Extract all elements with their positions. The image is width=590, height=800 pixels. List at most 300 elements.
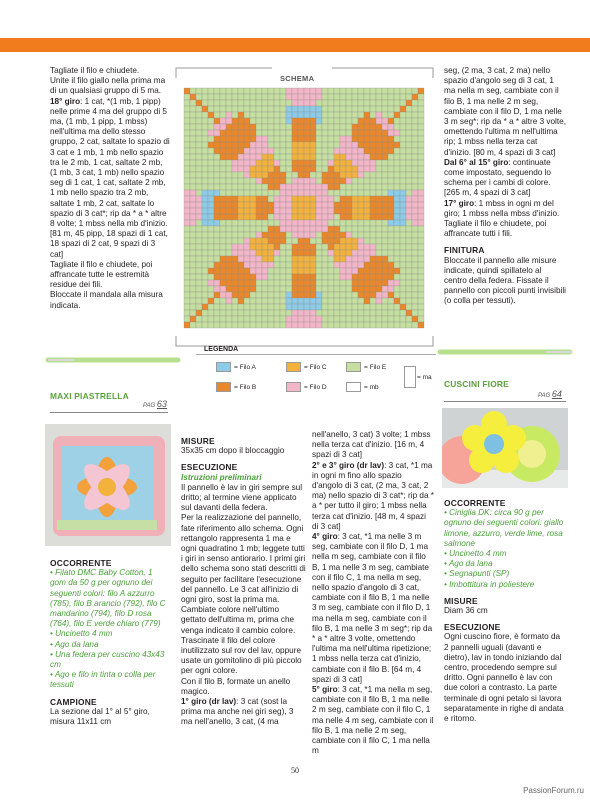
schema-cell bbox=[376, 154, 382, 160]
schema-cell bbox=[418, 142, 424, 148]
schema-cell bbox=[418, 130, 424, 136]
schema-cell bbox=[346, 292, 352, 298]
schema-cell bbox=[346, 184, 352, 190]
schema-cell bbox=[388, 280, 394, 286]
schema-cell bbox=[382, 190, 388, 196]
schema-cell bbox=[184, 274, 190, 280]
schema-cell bbox=[406, 178, 412, 184]
schema-cell bbox=[418, 94, 424, 100]
schema-cell bbox=[238, 94, 244, 100]
schema-cell bbox=[304, 208, 310, 214]
schema-cell bbox=[358, 106, 364, 112]
schema-cell bbox=[256, 316, 262, 322]
schema-cell bbox=[364, 184, 370, 190]
schema-cell bbox=[274, 124, 280, 130]
schema-cell bbox=[256, 286, 262, 292]
schema-cell bbox=[190, 88, 196, 94]
schema-cell bbox=[232, 244, 238, 250]
schema-cell bbox=[232, 142, 238, 148]
schema-cell bbox=[256, 268, 262, 274]
schema-cell bbox=[208, 154, 214, 160]
schema-cell bbox=[196, 322, 202, 328]
schema-cell bbox=[304, 268, 310, 274]
schema-cell bbox=[292, 160, 298, 166]
schema-cell bbox=[196, 238, 202, 244]
schema-cell bbox=[268, 316, 274, 322]
schema-cell bbox=[394, 262, 400, 268]
schema-cell bbox=[364, 256, 370, 262]
schema-cell bbox=[268, 184, 274, 190]
schema-cell bbox=[256, 148, 262, 154]
schema-cell bbox=[298, 112, 304, 118]
schema-cell bbox=[256, 154, 262, 160]
schema-cell bbox=[262, 262, 268, 268]
schema-cell bbox=[184, 322, 190, 328]
schema-cell bbox=[298, 106, 304, 112]
schema-cell bbox=[334, 214, 340, 220]
schema-cell bbox=[184, 148, 190, 154]
watermark: PassionForum.ru bbox=[523, 786, 584, 795]
schema-cell bbox=[382, 100, 388, 106]
schema-cell bbox=[310, 184, 316, 190]
schema-cell bbox=[418, 232, 424, 238]
schema-cell bbox=[196, 286, 202, 292]
schema-cell bbox=[322, 142, 328, 148]
schema-cell bbox=[256, 250, 262, 256]
schema-cell bbox=[310, 130, 316, 136]
schema-cell bbox=[262, 202, 268, 208]
schema-cell bbox=[280, 274, 286, 280]
schema-cell bbox=[376, 256, 382, 262]
schema-cell bbox=[214, 178, 220, 184]
occorrente-item: • Ago da lana bbox=[444, 559, 493, 569]
occorrente-item: • Imbottitura in poliestere bbox=[444, 579, 535, 589]
schema-cell bbox=[232, 286, 238, 292]
schema-cell bbox=[274, 118, 280, 124]
schema-cell bbox=[394, 286, 400, 292]
schema-cell bbox=[400, 214, 406, 220]
schema-cell bbox=[202, 112, 208, 118]
schema-cell bbox=[412, 118, 418, 124]
schema-cell bbox=[238, 226, 244, 232]
schema-cell bbox=[208, 244, 214, 250]
schema-cell bbox=[406, 304, 412, 310]
schema-cell bbox=[268, 286, 274, 292]
section-title-cuscini-fiore: CUSCINI FIORE bbox=[444, 379, 509, 389]
schema-cell bbox=[256, 262, 262, 268]
schema-cell bbox=[268, 208, 274, 214]
schema-cell bbox=[376, 100, 382, 106]
schema-cell bbox=[322, 148, 328, 154]
schema-cell bbox=[202, 280, 208, 286]
schema-cell bbox=[190, 208, 196, 214]
schema-cell bbox=[208, 220, 214, 226]
schema-cell bbox=[304, 238, 310, 244]
schema-cell bbox=[400, 262, 406, 268]
schema-cell bbox=[322, 220, 328, 226]
schema-cell bbox=[298, 268, 304, 274]
schema-cell bbox=[310, 316, 316, 322]
text-a: nell'anello, 3 cat) 3 volte; 1 mbss nella terza cat d'inizio. [16 m, 4 spazi di 3 cat] bbox=[312, 430, 431, 460]
schema-cell bbox=[412, 280, 418, 286]
schema-cell bbox=[268, 220, 274, 226]
schema-cell bbox=[310, 142, 316, 148]
schema-cell bbox=[244, 112, 250, 118]
schema-cell bbox=[406, 190, 412, 196]
schema-cell bbox=[358, 196, 364, 202]
schema-cell bbox=[214, 136, 220, 142]
schema-cell bbox=[370, 268, 376, 274]
schema-cell bbox=[328, 268, 334, 274]
schema-cell bbox=[286, 280, 292, 286]
schema-cell bbox=[232, 196, 238, 202]
schema-cell bbox=[226, 220, 232, 226]
schema-cell bbox=[244, 322, 250, 328]
schema-cell bbox=[406, 106, 412, 112]
schema-cell bbox=[256, 184, 262, 190]
schema-cell bbox=[280, 142, 286, 148]
schema-cell bbox=[184, 310, 190, 316]
schema-cell bbox=[286, 136, 292, 142]
schema-cell bbox=[232, 310, 238, 316]
schema-cell bbox=[322, 124, 328, 130]
schema-cell bbox=[226, 226, 232, 232]
schema-cell bbox=[310, 100, 316, 106]
schema-cell bbox=[202, 316, 208, 322]
schema-cell bbox=[370, 250, 376, 256]
schema-cell bbox=[226, 106, 232, 112]
schema-cell bbox=[298, 304, 304, 310]
schema-cell bbox=[334, 262, 340, 268]
schema-cell bbox=[388, 286, 394, 292]
schema-cell bbox=[376, 214, 382, 220]
schema-cell bbox=[244, 154, 250, 160]
schema-cell bbox=[412, 322, 418, 328]
esecuzione-text-2: Per la realizzazione del pannello, fate riferimento allo schema. Ogni rettangolo rappresenta 1 ma e ogni quadratino 1 mb; leggete tutti i giri in senso antiorario. I primi giri dello schema sono stati descritti di seguito per facilitare l'esecuzione del pannello. Le 3 cat all'inizio di ogni giro, sost la prima ma. Cambiate colore nell'ultimo gettato dell'ultima m, prima che venga indicato il cambio colore. Trascinate il filo del colore inutilizzato sul rov del lav, oppure usate un gomitolino di più piccolo per ogni colore. bbox=[181, 513, 306, 676]
schema-cell bbox=[334, 94, 340, 100]
schema-cell bbox=[196, 274, 202, 280]
schema-cell bbox=[286, 292, 292, 298]
schema-cell bbox=[388, 100, 394, 106]
schema-cell bbox=[202, 226, 208, 232]
schema-cell bbox=[412, 226, 418, 232]
schema-cell bbox=[220, 154, 226, 160]
schema-cell bbox=[418, 316, 424, 322]
schema-cell bbox=[346, 94, 352, 100]
schema-cell bbox=[400, 304, 406, 310]
schema-cell bbox=[382, 136, 388, 142]
schema-cell bbox=[334, 124, 340, 130]
schema-cell bbox=[256, 238, 262, 244]
schema-cell bbox=[184, 184, 190, 190]
schema-cell bbox=[208, 262, 214, 268]
schema-cell bbox=[340, 172, 346, 178]
schema-cell bbox=[370, 214, 376, 220]
schema-cell bbox=[352, 304, 358, 310]
schema-cell bbox=[394, 136, 400, 142]
giro-text: : 1 cat, *(1 mb, 1 pipp) nelle prime 4 ma del gruppo di 5 ma, (1 mb, 1 pipp, 1 mbss) nell'ultima ma dello stesso gruppo, 2 cat, saltate lo spazio di 3 cat e 1 mb, 1 mb nello spazio tra le 2 mb, 1 cat, saltate 2 mb, (1 mb, 3 cat, 1 mb) nello spazio seg di 1 cat, 1 cat, saltate 2 mb, 1 mb nello spazio tra 2 mb, saltate 1 mb, 2 cat, saltate lo spazio di 3 cat*; rip da * a * altre 8 volte; 1 mbss nella mb d'inizio. [81 m, 45 pipp, 18 spazi di 1 cat, 18 spazi di 2 cat, 9 spazi di 3 cat] bbox=[50, 96, 170, 259]
schema-cell bbox=[376, 310, 382, 316]
schema-cell bbox=[250, 256, 256, 262]
schema-cell bbox=[232, 106, 238, 112]
schema-cell bbox=[322, 274, 328, 280]
schema-cell bbox=[376, 244, 382, 250]
schema-cell bbox=[358, 136, 364, 142]
schema-cell bbox=[376, 196, 382, 202]
legend-title: LEGENDA bbox=[204, 346, 239, 353]
schema-cell bbox=[412, 274, 418, 280]
occorrente-item: • Ago e filo in tinta o colla per tessuti bbox=[50, 670, 156, 690]
schema-cell bbox=[370, 106, 376, 112]
schema-cell bbox=[292, 130, 298, 136]
schema-cell bbox=[214, 220, 220, 226]
schema-cell bbox=[292, 94, 298, 100]
schema-cell bbox=[238, 148, 244, 154]
schema-cell bbox=[304, 292, 310, 298]
schema-cell bbox=[190, 106, 196, 112]
schema-cell bbox=[370, 160, 376, 166]
schema-cell bbox=[364, 298, 370, 304]
schema-cell bbox=[292, 214, 298, 220]
misure-text: Diam 36 cm bbox=[444, 606, 488, 616]
schema-cell bbox=[316, 148, 322, 154]
schema-cell bbox=[382, 226, 388, 232]
schema-cell bbox=[232, 298, 238, 304]
schema-cell bbox=[310, 202, 316, 208]
schema-cell bbox=[334, 304, 340, 310]
schema-cell bbox=[190, 190, 196, 196]
schema-cell bbox=[268, 172, 274, 178]
schema-cell bbox=[286, 118, 292, 124]
schema-cell bbox=[334, 208, 340, 214]
schema-cell bbox=[250, 202, 256, 208]
schema-cell bbox=[292, 202, 298, 208]
schema-cell bbox=[256, 172, 262, 178]
schema-cell bbox=[238, 190, 244, 196]
schema-cell bbox=[334, 238, 340, 244]
schema-cell bbox=[334, 142, 340, 148]
schema-cell bbox=[202, 172, 208, 178]
schema-cell bbox=[334, 202, 340, 208]
schema-cell bbox=[238, 136, 244, 142]
schema-cell bbox=[346, 118, 352, 124]
schema-cell bbox=[280, 88, 286, 94]
schema-cell bbox=[340, 268, 346, 274]
schema-cell bbox=[370, 310, 376, 316]
schema-cell bbox=[214, 142, 220, 148]
schema-cell bbox=[394, 94, 400, 100]
schema-cell bbox=[268, 100, 274, 106]
esecuzione-title: ESECUZIONE bbox=[444, 622, 501, 633]
schema-cell bbox=[400, 160, 406, 166]
schema-cell bbox=[232, 154, 238, 160]
schema-cell bbox=[328, 274, 334, 280]
schema-cell bbox=[382, 94, 388, 100]
schema-cell bbox=[334, 220, 340, 226]
schema-cell bbox=[256, 166, 262, 172]
schema-cell bbox=[328, 256, 334, 262]
schema-cell bbox=[292, 124, 298, 130]
schema-cell bbox=[334, 256, 340, 262]
schema-cell bbox=[196, 118, 202, 124]
schema-cell bbox=[268, 94, 274, 100]
schema-cell bbox=[226, 94, 232, 100]
schema-cell bbox=[256, 190, 262, 196]
schema-cell bbox=[346, 232, 352, 238]
schema-cell bbox=[274, 244, 280, 250]
schema-cell bbox=[412, 316, 418, 322]
schema-cell bbox=[346, 274, 352, 280]
schema-cell bbox=[184, 112, 190, 118]
schema-cell bbox=[382, 256, 388, 262]
schema-cell bbox=[292, 262, 298, 268]
esecuzione-text: Ogni cuscino fiore, è formato da 2 pannelli uguali (davanti e dietro), lav in tondo iniziando dal centro, procedendo sempre sul dritto. Ogni pannello è lav con due colori a contrasto. La parte terminale di ogni petalo si lavora separatamente in righe di andata e ritorno. bbox=[444, 632, 564, 724]
schema-cell bbox=[406, 286, 412, 292]
schema-cell bbox=[328, 262, 334, 268]
schema-cell bbox=[286, 124, 292, 130]
schema-cell bbox=[292, 148, 298, 154]
schema-cell bbox=[190, 214, 196, 220]
schema-cell bbox=[262, 226, 268, 232]
schema-cell bbox=[382, 160, 388, 166]
schema-cell bbox=[304, 184, 310, 190]
schema-cell bbox=[220, 208, 226, 214]
schema-cell bbox=[298, 262, 304, 268]
schema-cell bbox=[376, 262, 382, 268]
legend-ma-symbol bbox=[404, 366, 416, 388]
schema-cell bbox=[208, 304, 214, 310]
schema-cell bbox=[232, 160, 238, 166]
schema-cell bbox=[220, 94, 226, 100]
schema-cell bbox=[280, 286, 286, 292]
schema-cell bbox=[388, 250, 394, 256]
schema-cell bbox=[220, 262, 226, 268]
schema-cell bbox=[304, 262, 310, 268]
schema-cell bbox=[238, 220, 244, 226]
schema-cell bbox=[340, 208, 346, 214]
schema-cell bbox=[382, 148, 388, 154]
schema-cell bbox=[280, 244, 286, 250]
schema-cell bbox=[268, 154, 274, 160]
schema-cell bbox=[250, 106, 256, 112]
schema-cell bbox=[406, 274, 412, 280]
schema-cell bbox=[412, 202, 418, 208]
schema-cell bbox=[334, 244, 340, 250]
schema-cell bbox=[352, 154, 358, 160]
schema-cell bbox=[412, 220, 418, 226]
schema-cell bbox=[382, 166, 388, 172]
schema-cell bbox=[268, 160, 274, 166]
schema-cell bbox=[358, 130, 364, 136]
schema-cell bbox=[316, 250, 322, 256]
schema-cell bbox=[208, 118, 214, 124]
schema-cell bbox=[286, 316, 292, 322]
schema-cell bbox=[226, 196, 232, 202]
schema-cell bbox=[328, 250, 334, 256]
schema-cell bbox=[388, 292, 394, 298]
schema-cell bbox=[322, 280, 328, 286]
schema-cell bbox=[226, 280, 232, 286]
schema-cell bbox=[244, 172, 250, 178]
schema-cell bbox=[418, 148, 424, 154]
schema-cell bbox=[382, 280, 388, 286]
schema-cell bbox=[364, 160, 370, 166]
schema-cell bbox=[352, 136, 358, 142]
schema-cell bbox=[406, 208, 412, 214]
schema-cell bbox=[244, 304, 250, 310]
schema-cell bbox=[268, 262, 274, 268]
schema-cell bbox=[226, 238, 232, 244]
schema-cell bbox=[244, 136, 250, 142]
schema-cell bbox=[418, 286, 424, 292]
legend-item-filo-e: = Filo E bbox=[346, 362, 386, 372]
schema-cell bbox=[190, 304, 196, 310]
schema-cell bbox=[196, 178, 202, 184]
schema-cell bbox=[382, 268, 388, 274]
schema-cell bbox=[328, 220, 334, 226]
schema-cell bbox=[244, 166, 250, 172]
schema-cell bbox=[406, 280, 412, 286]
schema-cell bbox=[316, 208, 322, 214]
schema-cell bbox=[220, 142, 226, 148]
schema-cell bbox=[298, 190, 304, 196]
schema-cell bbox=[226, 100, 232, 106]
schema-cell bbox=[208, 292, 214, 298]
schema-cell bbox=[274, 274, 280, 280]
schema-cell bbox=[400, 118, 406, 124]
schema-cell bbox=[244, 184, 250, 190]
schema-cell bbox=[274, 292, 280, 298]
schema-cell bbox=[184, 262, 190, 268]
schema-cell bbox=[244, 268, 250, 274]
schema-cell bbox=[370, 124, 376, 130]
schema-cell bbox=[196, 196, 202, 202]
schema-cell bbox=[262, 130, 268, 136]
schema-cell bbox=[220, 304, 226, 310]
schema-cell bbox=[280, 166, 286, 172]
schema-cell bbox=[418, 256, 424, 262]
schema-cell bbox=[334, 298, 340, 304]
schema-cell bbox=[292, 106, 298, 112]
schema-cell bbox=[340, 166, 346, 172]
schema-cell bbox=[196, 94, 202, 100]
schema-cell bbox=[370, 148, 376, 154]
schema-cell bbox=[316, 322, 322, 328]
schema-cell bbox=[406, 214, 412, 220]
schema-cell bbox=[370, 166, 376, 172]
schema-cell bbox=[310, 286, 316, 292]
schema-cell bbox=[364, 94, 370, 100]
schema-cell bbox=[208, 142, 214, 148]
schema-cell bbox=[214, 292, 220, 298]
schema-cell bbox=[214, 280, 220, 286]
schema-cell bbox=[220, 130, 226, 136]
schema-cell bbox=[328, 184, 334, 190]
schema-cell bbox=[316, 238, 322, 244]
schema-cell bbox=[352, 292, 358, 298]
schema-cell bbox=[310, 298, 316, 304]
schema-cell bbox=[322, 118, 328, 124]
schema-cell bbox=[364, 214, 370, 220]
schema-cell bbox=[310, 304, 316, 310]
schema-cell bbox=[250, 322, 256, 328]
schema-cell bbox=[184, 172, 190, 178]
schema-cell bbox=[214, 112, 220, 118]
schema-cell bbox=[262, 238, 268, 244]
schema-cell bbox=[334, 226, 340, 232]
schema-cell bbox=[382, 130, 388, 136]
schema-cell bbox=[214, 202, 220, 208]
